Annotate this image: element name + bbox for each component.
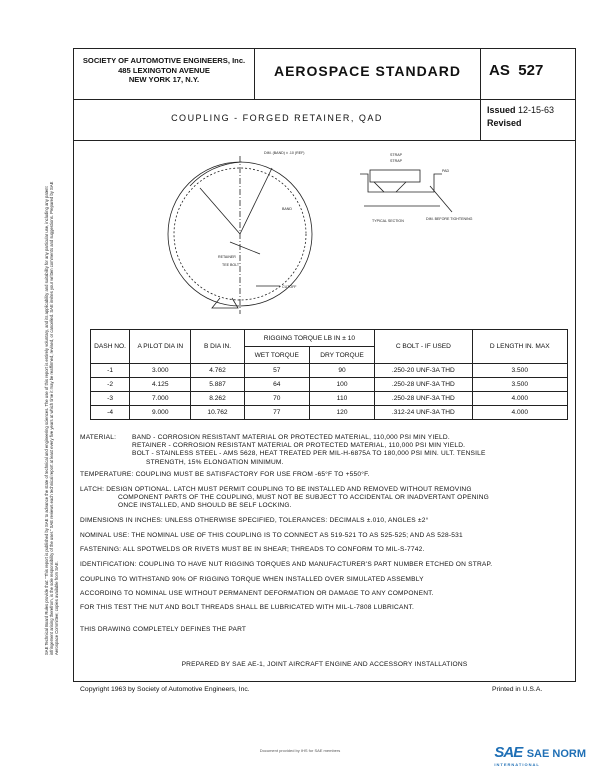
cell: 3.500	[472, 364, 567, 378]
section-band	[360, 174, 442, 192]
label-retainer: RETAINER	[218, 255, 236, 259]
label-typical-section: TYPICAL SECTION	[372, 219, 404, 223]
label-strap-1: STRAP	[390, 153, 402, 157]
standard-number	[489, 62, 543, 80]
col-d: D LENGTH IN. MAX	[472, 330, 567, 364]
material-band: BAND - CORROSION RESISTANT MATERIAL OR PROTECTED MATERIAL, 110,000 PSI MIN YIELD.	[132, 434, 450, 441]
leader-5	[430, 186, 452, 212]
society-street: 485 LEXINGTON AVENUE	[118, 65, 210, 75]
side-disclaimer: SAE Technical Board Rules provide that: "This report is published by SAE to advance the state of technical and engineering sciences. The use of this report is entirely voluntary, and its applicability and suitability for any particular use, including any patent infringement arising therefrom, is the sole responsibility of the user." SAE reviews each technical report at least every five years at which time it may be reaffirmed, revised, or cancelled. SAE invites your written comments and suggestions. Prepared by SAE Aerospace Committee; copies available from SAE.	[44, 181, 60, 655]
cell: 100	[309, 378, 374, 392]
cell: -1	[91, 364, 130, 378]
col-torque: RIGGING TORQUE LB IN ± 10	[244, 330, 375, 347]
latch-line-1: LATCH: DESIGN OPTIONAL. LATCH MUST PERMIT COUPLING TO BE INSTALLED AND REMOVED WITHOUT REMOVING	[80, 486, 472, 493]
latch-note	[80, 486, 489, 511]
cell: .312-24 UNF-3A THD	[375, 406, 472, 420]
coupling-drawing	[160, 146, 520, 326]
leader-3	[230, 242, 260, 254]
table-row	[91, 378, 568, 392]
cell: 77	[244, 406, 309, 420]
cell: 64	[244, 378, 309, 392]
cell: .250-28 UNF-3A THD	[375, 392, 472, 406]
rigging-torque-table	[90, 329, 568, 420]
section-pad	[370, 170, 420, 182]
label-pad: PAD	[442, 169, 450, 173]
society-name: SOCIETY OF AUTOMOTIVE ENGINEERS, Inc.	[82, 56, 246, 65]
revised-label: Revised	[487, 118, 522, 128]
label-dim-before: DIM. BEFORE TIGHTENING	[426, 217, 473, 221]
document-title: AEROSPACE STANDARD	[273, 63, 462, 79]
cell: 4.000	[472, 406, 567, 420]
label-band: BAND	[282, 207, 292, 211]
latch-line-3: ONCE INSTALLED, AND SHOULD BE SELF LOCKING.	[118, 502, 292, 510]
col-b: B DIA IN.	[191, 330, 244, 364]
label-dim-band: DIM. (BAND) ± .10 (REF)	[264, 151, 305, 155]
material-retainer: RETAINER - CORROSION RESISTANT MATERIAL OR PROTECTED MATERIAL, 110,000 PSI MIN YIELD.	[132, 442, 466, 450]
table-row	[91, 406, 568, 420]
issued-date: 12-15-63	[518, 105, 555, 115]
cell: 4.762	[191, 364, 244, 378]
cell: 90	[309, 364, 374, 378]
fastening-note: FASTENING: ALL SPOTWELDS OR RIVETS MUST BE IN SHEAR; THREADS TO CONFORM TO MIL-S-7742.	[80, 546, 425, 553]
material-note	[80, 434, 486, 466]
torque-note-1: COUPLING TO WITHSTAND 90% OF RIGGING TORQUE WHEN INSTALLED OVER SIMULATED ASSEMBLY	[80, 576, 424, 583]
sae-norm-logo	[494, 744, 586, 767]
latch-line-2: COMPONENT PARTS OF THE COUPLING, MUST NOT BE SUBJECT TO ACCIDENTAL OR INADVERTANT OPENING	[118, 494, 489, 502]
temperature-note: TEMPERATURE: COUPLING MUST BE SATISFACTORY FOR USE FROM -65°F TO +550°F.	[80, 471, 370, 478]
sae-norm-text: SAE NORM	[526, 748, 586, 760]
cell: -3	[91, 392, 130, 406]
cell: 7.000	[130, 392, 191, 406]
provided-by: Document provided by IHS for SAE members	[259, 748, 341, 753]
torque-note-3: FOR THIS TEST THE NUT AND BOLT THREADS SHALL BE LUBRICATED WITH MIL-L-7808 LUBRICANT.	[80, 604, 415, 611]
part-title: COUPLING - FORGED RETAINER, QAD	[171, 113, 383, 123]
as-prefix: AS	[489, 62, 510, 79]
copyright: Copyright 1963 by Society of Automotive Engineers, Inc.	[80, 686, 250, 693]
col-pilot: A PILOT DIA IN	[130, 330, 191, 364]
dimensions-note: DIMENSIONS IN INCHES: UNLESS OTHERWISE SPECIFIED, TOLERANCES: DECIMALS ±.010, ANGLES ±2°	[80, 517, 429, 524]
nominal-use-note: NOMINAL USE: THE NOMINAL USE OF THIS COUPLING IS TO CONNECT AS 519-521 TO AS 525-525; AND AS 528-531	[80, 532, 463, 539]
defines-note: THIS DRAWING COMPLETELY DEFINES THE PART	[80, 626, 247, 633]
cell: 3.000	[130, 364, 191, 378]
as-number: 527	[518, 62, 544, 79]
cell: .250-20 UNF-3A THD	[375, 364, 472, 378]
material-bolt-2: STRENGTH, 15% ELONGATION MINIMUM.	[146, 458, 284, 466]
retainer-arc	[190, 162, 242, 186]
label-strap-2: STRAP	[390, 159, 402, 163]
cell: 120	[309, 406, 374, 420]
cell: 5.887	[191, 378, 244, 392]
prepared-by: PREPARED BY SAE AE-1, JOINT AIRCRAFT ENGINE AND ACCESSORY INSTALLATIONS	[181, 661, 468, 668]
leader-2	[200, 188, 240, 234]
issued-label: Issued	[487, 105, 516, 115]
cell: 4.000	[472, 392, 567, 406]
col-dry: DRY TORQUE	[309, 347, 374, 364]
col-wet: WET TORQUE	[244, 347, 309, 364]
cell: 9.000	[130, 406, 191, 420]
issue-info	[487, 104, 554, 130]
section-retainer	[374, 182, 406, 192]
cell: 8.262	[191, 392, 244, 406]
col-dash: DASH NO.	[91, 330, 130, 364]
cell: 57	[244, 364, 309, 378]
society-city: NEW YORK 17, N.Y.	[128, 75, 200, 84]
label-tee-bolt: TEE BOLT	[222, 263, 240, 267]
table-row	[91, 392, 568, 406]
society-address	[73, 48, 255, 100]
material-bolt: BOLT - STAINLESS STEEL - AMS 5628, HEAT TREATED PER MIL-H-6875A TO 180,000 PSI MIN. ULT. TENSILE	[132, 450, 486, 458]
cell: 10.762	[191, 406, 244, 420]
label-cutoff: CUTOFF	[282, 285, 297, 289]
cell: .250-28 UNF-3A THD	[375, 378, 472, 392]
material-label: MATERIAL:	[80, 434, 117, 441]
cell: -2	[91, 378, 130, 392]
leader-1	[240, 168, 272, 234]
torque-note-2: ACCORDING TO NOMINAL USE WITHOUT PERMANENT DEFORMATION OR DAMAGE TO ANY COMPONENT.	[80, 590, 434, 597]
cell: -4	[91, 406, 130, 420]
sae-norm-sub: INTERNATIONAL	[494, 762, 540, 767]
cell: 110	[309, 392, 374, 406]
identification-note: IDENTIFICATION: COUPLING TO HAVE NUT RIGGING TORQUES AND MANUFACTURER'S PART NUMBER ETCHED ON STRAP.	[80, 561, 493, 568]
col-c: C BOLT - IF USED	[375, 330, 472, 364]
sae-logo-icon: SAE	[494, 744, 523, 761]
cell: 4.125	[130, 378, 191, 392]
printed-in: Printed in U.S.A.	[492, 686, 543, 693]
cell: 70	[244, 392, 309, 406]
cell: 3.500	[472, 378, 567, 392]
table-row	[91, 364, 568, 378]
